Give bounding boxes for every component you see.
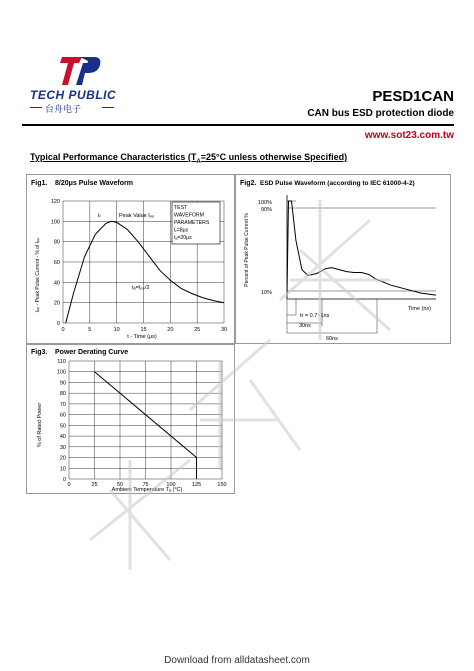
fig3-grid xyxy=(69,361,222,479)
fig1-xtick-label: 10 xyxy=(113,327,120,333)
header-rule xyxy=(22,124,454,126)
fig3-xtick-label: 100 xyxy=(166,482,176,488)
fig3-xlabel: Ambient Temperature Tₐ (°C) xyxy=(111,487,183,493)
fig3-ytick-label: 40 xyxy=(59,434,66,441)
fig2-title: ESD Pulse Waveform (according to IEC 61000-4-2) xyxy=(260,180,415,187)
fig3-ytick-label: 20 xyxy=(59,455,66,462)
fig3-xtick-label: 150 xyxy=(217,482,227,488)
fig3-ytick-label: 100 xyxy=(56,369,66,376)
fig3-ytick-label: 0 xyxy=(62,477,66,483)
fig3-title: Power Derating Curve xyxy=(55,349,129,356)
fig1-legend-line: TEST xyxy=(174,205,188,211)
fig1-ylabel: Iₚₚ - Peak Pulse Current - % of Iₚₚ xyxy=(35,237,41,313)
fig1-xtick-label: 15 xyxy=(140,327,147,333)
part-description: CAN bus ESD protection diode xyxy=(307,108,454,119)
fig3-chart xyxy=(27,345,234,493)
fig1-panel xyxy=(26,174,235,344)
fig3-ylabel: % of Rated Power xyxy=(37,402,43,448)
fig1-xtick-label: 25 xyxy=(194,327,201,333)
fig1-annotation-tr: tᵣ xyxy=(98,213,101,219)
fig3-ytick-label: 50 xyxy=(59,423,66,430)
fig3-ytick-label: 70 xyxy=(59,401,66,408)
fig1-ytick-label: 60 xyxy=(53,260,60,266)
brand-chinese-name: 台舟电子 xyxy=(45,104,82,114)
footer-download[interactable]: Download from alldatasheet.com xyxy=(164,655,310,666)
fig1-xlabel: t - Time (μs) xyxy=(127,334,157,340)
fig3-ytick-label: 110 xyxy=(57,359,66,365)
fig1-xtick-label: 30 xyxy=(220,327,228,333)
fig1-title: 8/20μs Pulse Waveform xyxy=(55,180,133,187)
fig3-xtick-label: 50 xyxy=(116,482,124,488)
fig1-legend-line: WAVEFORM xyxy=(174,212,204,219)
fig2-chart xyxy=(236,175,450,343)
fig2-time-label: Time (ns) xyxy=(408,306,432,312)
fig3-xtick-label: 0 xyxy=(67,482,71,488)
fig3-ytick-label: 60 xyxy=(59,412,66,419)
fig3-ytick-label: 30 xyxy=(59,444,66,451)
fig1-legend-line: tₐ=20μs xyxy=(174,235,192,241)
brand-line-right xyxy=(102,107,114,108)
fig1-annotation-peak: Peak Value Iₚₚ xyxy=(119,213,155,219)
fig3-xtick-label: 75 xyxy=(142,482,149,488)
fig1-annotation-td: tₐ=Iₚₚ/2 xyxy=(132,285,150,291)
fig1-xtick-label: 5 xyxy=(88,327,92,333)
brand-line-left xyxy=(30,107,42,108)
fig2-label: Fig2. xyxy=(240,180,257,187)
fig2-ytick-90: 90% xyxy=(261,207,273,213)
fig1-ytick-label: 40 xyxy=(53,280,60,287)
brand-name: TECH PUBLIC xyxy=(30,88,117,102)
fig3-panel xyxy=(26,344,235,494)
fig3-xtick-label: 125 xyxy=(191,482,202,488)
fig2-panel xyxy=(235,174,451,344)
section-title: Typical Performance Characteristics ($T_A=25^\circ C$ unless otherwise Specified) xyxy=(30,152,348,165)
fig2-annotation-tr: tr = 0.7~1ns xyxy=(300,313,330,319)
fig1-label: Fig1. xyxy=(31,180,48,187)
fig3-xtick-label: 25 xyxy=(91,482,98,488)
fig2-ytick-10: 10% xyxy=(261,290,273,296)
fig1-ytick-label: 100 xyxy=(50,219,60,226)
fig2-annotation-60: 60ns xyxy=(326,336,338,342)
website-link[interactable]: www.sot23.com.tw xyxy=(364,130,454,141)
fig1-ytick-label: 80 xyxy=(53,239,60,246)
fig1-legend-line: tᵣ=8μs xyxy=(174,227,189,234)
fig3-ticks xyxy=(57,359,227,488)
fig2-curve xyxy=(287,201,436,295)
fig2-ylabel: Percent of Peak Pulse Current % xyxy=(244,213,250,287)
fig3-ytick-label: 90 xyxy=(59,380,66,387)
fig1-xtick-label: 20 xyxy=(167,327,174,333)
fig2-ytick-100: 100% xyxy=(258,200,273,206)
tech-public-logo-icon xyxy=(60,55,102,87)
fig1-ytick-label: 20 xyxy=(53,300,60,307)
fig3-ytick-label: 80 xyxy=(59,391,66,398)
fig3-ytick-label: 10 xyxy=(59,466,66,473)
fig1-chart xyxy=(27,175,234,343)
fig1-legend-line: PARAMETERS xyxy=(174,220,210,226)
fig2-annotation-30: 30ns xyxy=(299,323,311,329)
fig3-label: Fig3. xyxy=(31,349,48,356)
part-number: PESD1CAN xyxy=(372,88,454,105)
fig1-xtick-label: 0 xyxy=(61,327,65,333)
fig1-ytick-label: 120 xyxy=(50,199,60,205)
fig1-ytick-label: 0 xyxy=(56,321,60,327)
